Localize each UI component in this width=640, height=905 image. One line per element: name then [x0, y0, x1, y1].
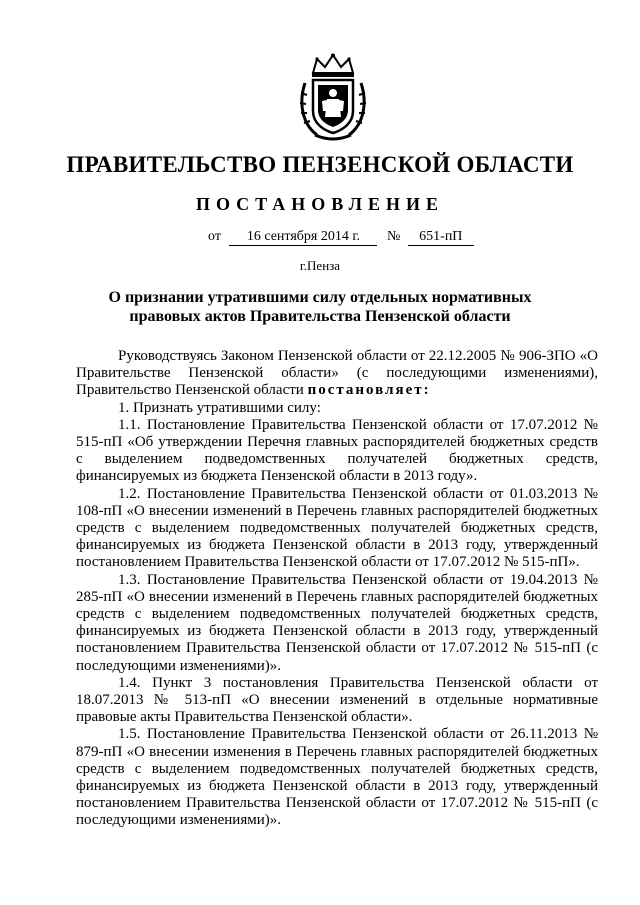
paragraph-1-5: 1.5. Постановление Правительства Пензенской области от 26.11.2013 № 879-пП «О внесении изменения в Перечень главных распорядителей бюджетных средств с выделением подведомственных получателей бюджетных средств, финансируемых из бюджета Пензенской области в 2013 году, утвержденный постановлением Правительства Пензенской области от 17.07.2012 № 515-пП (с последующими изменениями)».	[76, 726, 598, 829]
paragraph-1-3: 1.3. Постановление Правительства Пензенской области от 19.04.2013 № 285-пП «О внесении изменений в Перечень главных распорядителей бюджетных средств с выделением подведомственных получателей бюджетных средств, финансируемых из бюджета Пензенской области в 2013 году, утвержденный постановлением Правительства Пензенской области от 17.07.2012 № 515-пП (с последующими изменениями)».	[76, 571, 598, 674]
document-date-line	[208, 229, 474, 246]
title-line-1: О признании утратившими силу отдельных нормативных	[108, 289, 532, 306]
government-name: ПРАВИТЕЛЬСТВО ПЕНЗЕНСКОЙ ОБЛАСТИ	[66, 152, 574, 177]
title-line-2: правовых актов Правительства Пензенской области	[129, 308, 511, 325]
paragraph-1-1: 1.1. Постановление Правительства Пензенской области от 17.07.2012 № 515-пП «Об утверждении Перечня главных распорядителей бюджетных средств с выделением подведомственных получателей бюджетных средств, финансируемых из бюджета Пензенской области в 2013 году».	[76, 416, 598, 485]
paragraph-1-2: 1.2. Постановление Правительства Пензенской области от 01.03.2013 № 108-пП «О внесении изменений в Перечень главных распорядителей бюджетных средств с выделением подведомственных получателей бюджетных средств, финансируемых из бюджета Пензенской области в 2013 году, утвержденный постановлением Правительства Пензенской области от 17.07.2012 № 515-пП».	[76, 485, 598, 571]
paragraph-1-4: 1.4. Пункт 3 постановления Правительства Пензенской области от 18.07.2013 № 513-пП «О внесении изменений в отдельные нормативные правовые акты Правительства Пензенской области».	[76, 674, 598, 726]
document-number: 651-пП	[408, 229, 474, 246]
intro-paragraph	[76, 348, 598, 400]
city: г.Пенза	[299, 258, 341, 273]
date-prefix: от	[208, 229, 221, 244]
document-type: ПОСТАНОВЛЕНИЕ	[195, 194, 445, 214]
document-date: 16 сентября 2014 г.	[229, 229, 377, 246]
document-body	[76, 348, 598, 830]
number-sign: №	[386, 229, 401, 244]
intro-text: Руководствуясь Законом Пензенской области от 22.12.2005 № 906-ЗПО «О Правительстве Пензенской области» (с последующими изменениями), Правительство Пензенской области	[76, 348, 598, 399]
decree-word: постановляет:	[307, 382, 431, 399]
document-title	[0, 288, 640, 326]
paragraph-1: 1. Признать утратившими силу:	[118, 399, 321, 416]
penza-coat-of-arms-icon	[297, 53, 369, 141]
